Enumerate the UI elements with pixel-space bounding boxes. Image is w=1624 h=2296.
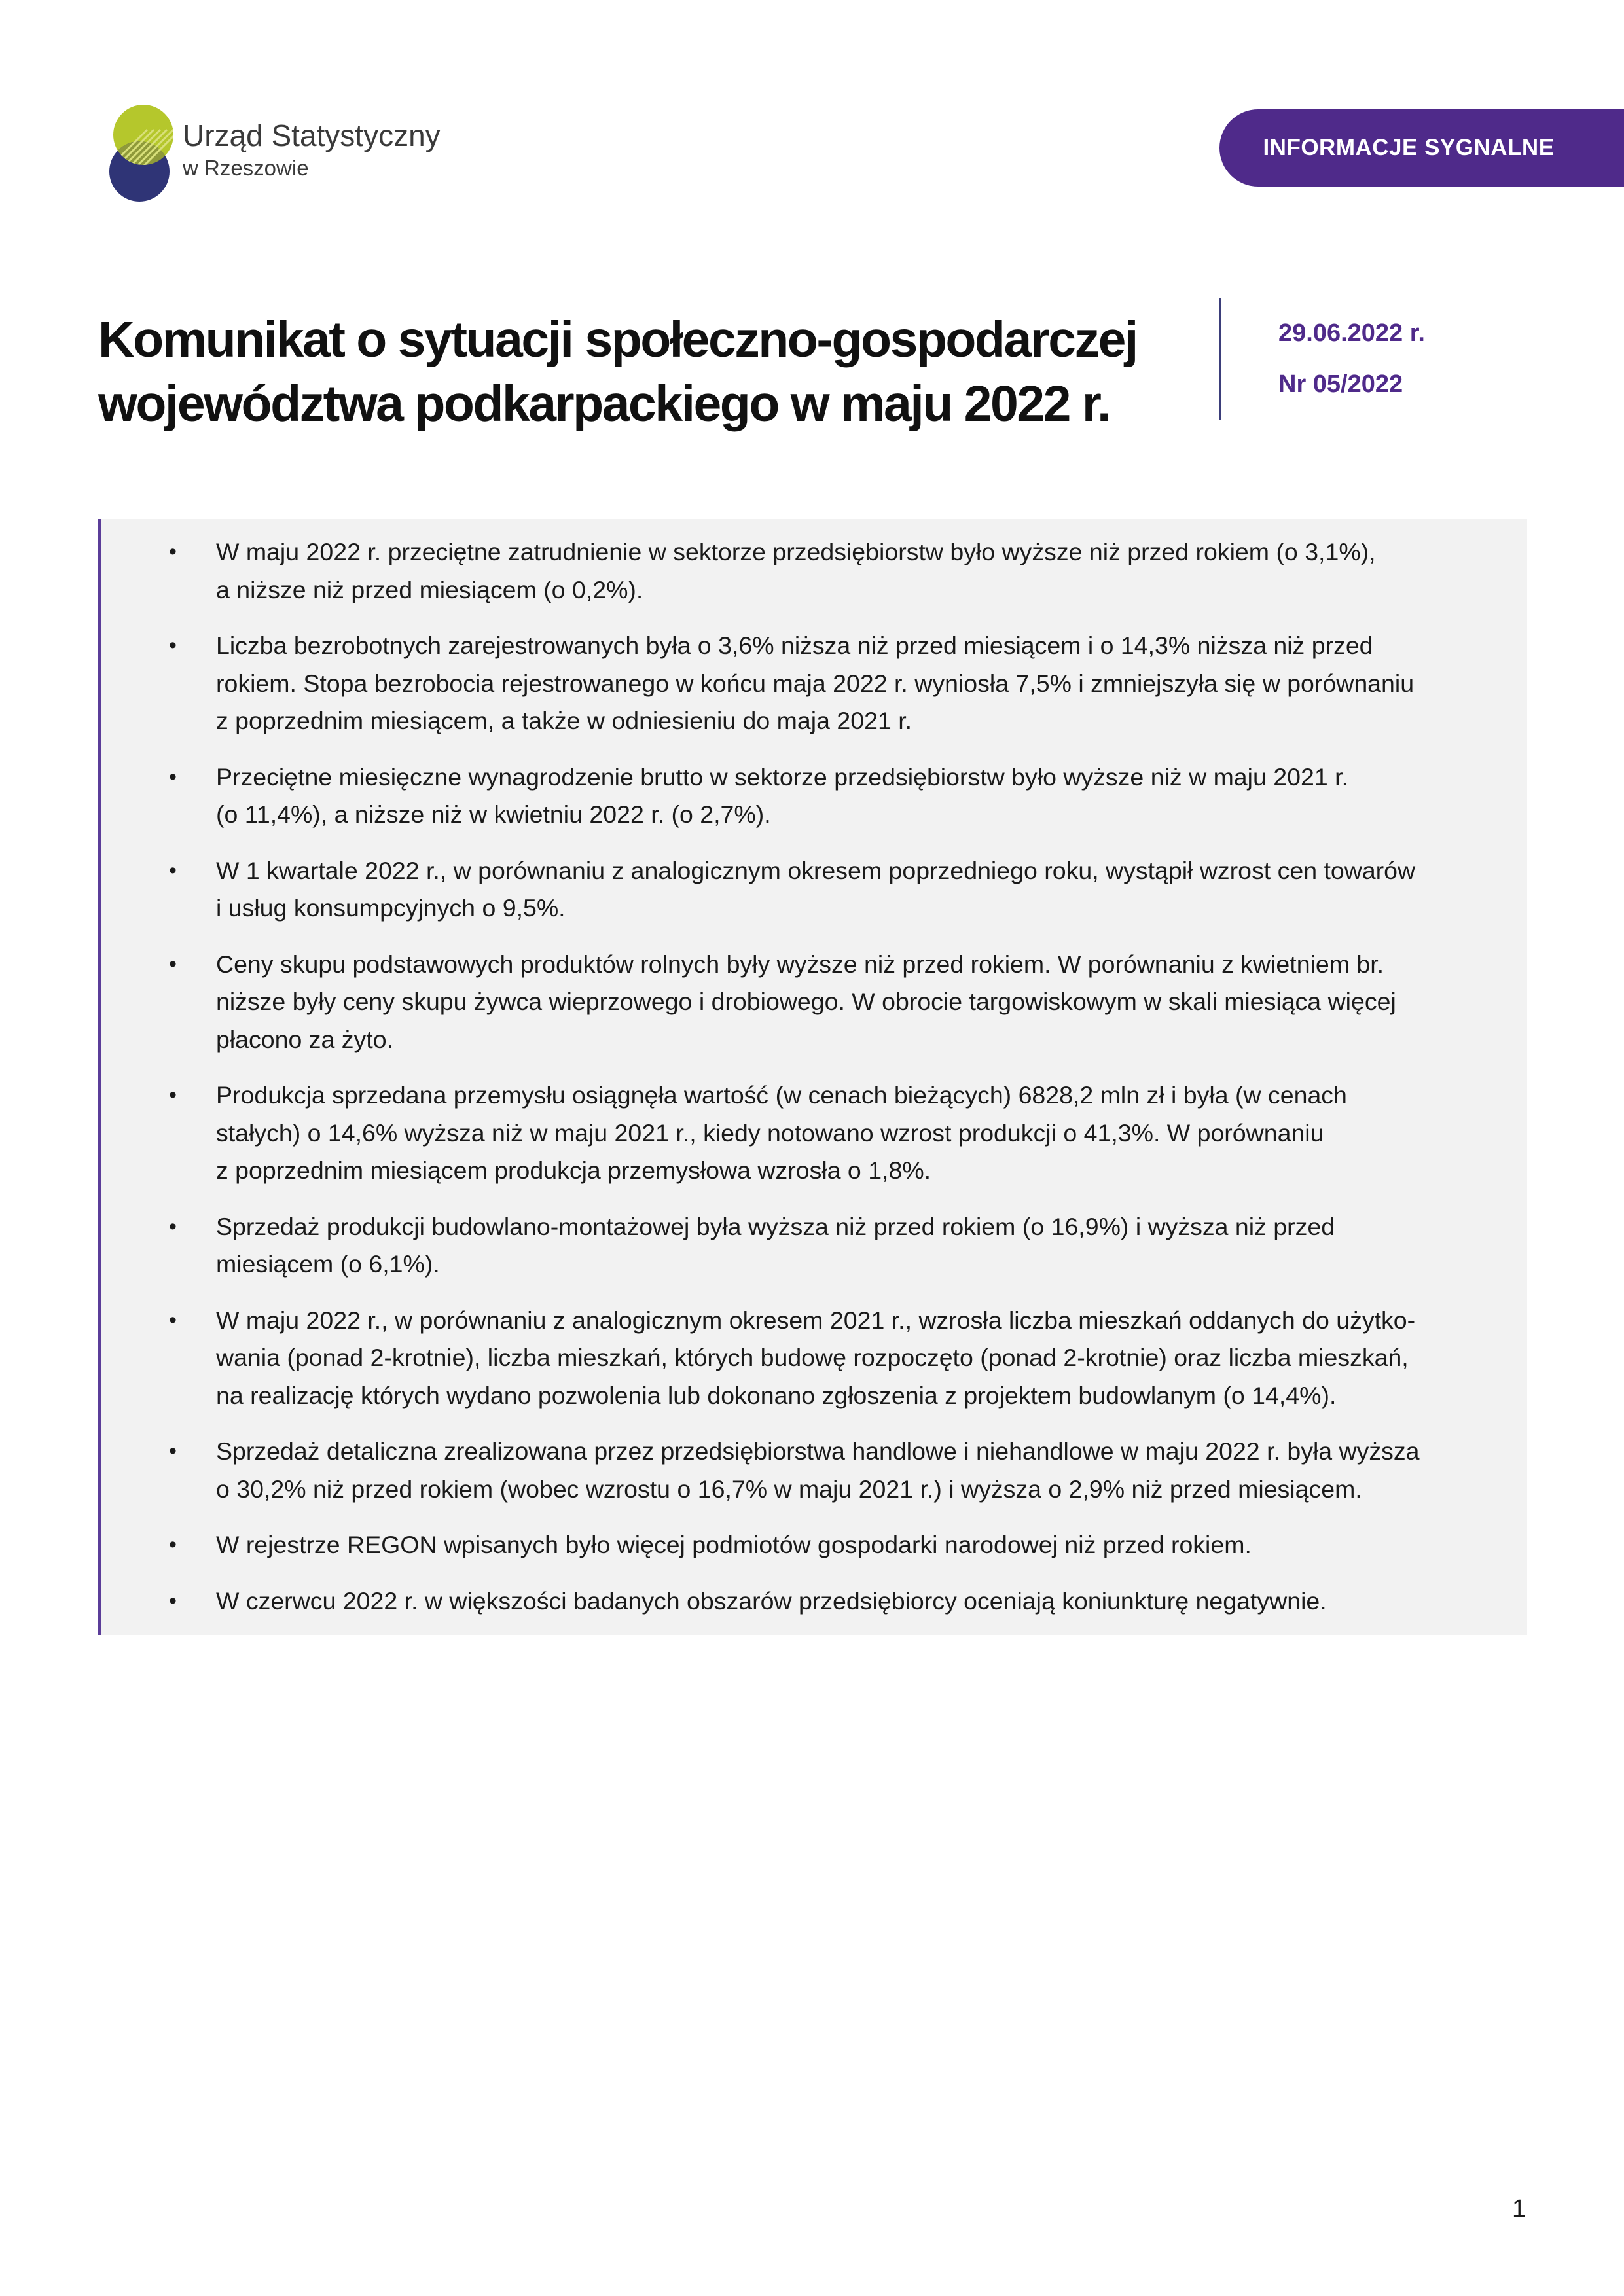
bullet-icon: • — [169, 539, 177, 564]
summary-list-item — [101, 852, 1527, 927]
summary-item-line: Sprzedaż produkcji budowlano-montażowej była wyższa niż przed rokiem (o 16,9%) i wyższa niż przed — [216, 1212, 1335, 1240]
summary-item-line: stałych) o 14,6% wyższa niż w maju 2021 r., kiedy notowano wzrost produkcji o 41,3%. W porównaniu — [216, 1119, 1324, 1147]
summary-list-item — [101, 1077, 1527, 1190]
summary-item-line: wania (ponad 2-krotnie), liczba mieszkań, których budowę rozpoczęto (ponad 2-krotnie) oraz liczba mieszkań, — [216, 1344, 1409, 1371]
bullet-icon: • — [169, 1439, 177, 1463]
summary-list-item — [101, 1583, 1527, 1621]
summary-item-line: rokiem. Stopa bezrobocia rejestrowanego w końcu maja 2022 r. wyniosła 7,5% i zmniejszyła się w porównaniu — [216, 669, 1415, 697]
summary-list-item — [101, 1302, 1527, 1415]
summary-item-line: Ceny skupu podstawowych produktów rolnych były wyższe niż przed rokiem. W porównaniu z kwietniem br. — [216, 950, 1384, 978]
summary-item-line: (o 11,4%), a niższe niż w kwietniu 2022 r. (o 2,7%). — [216, 800, 771, 828]
summary-item-line: W maju 2022 r. przeciętne zatrudnienie w sektorze przedsiębiorstw było wyższe niż przed rokiem (o 3,1%), — [216, 538, 1376, 565]
bullet-icon: • — [169, 1083, 177, 1107]
summary-item-line: Produkcja sprzedana przemysłu osiągnęła wartość (w cenach bieżących) 6828,2 mln zł i była (w cenach — [216, 1081, 1347, 1109]
summary-item-line: W czerwcu 2022 r. w większości badanych obszarów przedsiębiorcy oceniają koniunkturę negatywnie. — [216, 1587, 1327, 1615]
summary-list-item — [101, 1433, 1527, 1508]
bullet-icon: • — [169, 764, 177, 789]
summary-list — [101, 533, 1527, 1638]
summary-item-line: z poprzednim miesiącem, a także w odniesieniu do maja 2021 r. — [216, 707, 912, 734]
summary-item-line: W maju 2022 r., w porównaniu z analogicznym okresem 2021 r., wzrosła liczba mieszkań oddanych do użytko- — [216, 1306, 1416, 1334]
summary-item-line: W 1 kwartale 2022 r., w porównaniu z analogicznym okresem poprzedniego roku, wystąpił wzrost cen towarów — [216, 856, 1416, 884]
summary-item-line: z poprzednim miesiącem produkcja przemysłowa wzrosła o 1,8%. — [216, 1157, 931, 1184]
logo-subtitle: w Rzeszowie — [183, 156, 309, 180]
bullet-icon: • — [169, 1588, 177, 1613]
summary-item-line: o 30,2% niż przed rokiem (wobec wzrostu o 16,7% w maju 2021 r.) i wyższa o 2,9% niż przed miesiącem. — [216, 1475, 1362, 1503]
bullet-icon: • — [169, 1213, 177, 1239]
summary-item-line: a niższe niż przed miesiącem (o 0,2%). — [216, 575, 643, 603]
summary-list-item — [101, 759, 1527, 834]
summary-box — [98, 519, 1527, 1635]
institution-logo — [108, 103, 448, 202]
bullet-icon: • — [169, 633, 177, 658]
title-line-2: województwa podkarpackiego w maju 2022 r. — [98, 376, 1110, 432]
summary-item-line: Przeciętne miesięczne wynagrodzenie brutto w sektorze przedsiębiorstw było wyższe niż w maju 2021 r. — [216, 762, 1348, 791]
logo-title: Urząd Statystyczny — [183, 118, 441, 152]
publication-date: 29.06.2022 r. — [1278, 319, 1425, 347]
bullet-icon: • — [169, 1307, 177, 1333]
summary-item-line: i usług konsumpcyjnych o 9,5%. — [216, 894, 566, 922]
summary-item-line: Sprzedaż detaliczna zrealizowana przez przedsiębiorstwa handlowe i niehandlowe w maju 2022 r. była wyższa — [216, 1437, 1420, 1465]
summary-item-line: miesiącem (o 6,1%). — [216, 1250, 440, 1278]
page-title — [98, 308, 1178, 436]
bullet-icon: • — [169, 951, 177, 977]
summary-item-line: płacono za żyto. — [216, 1025, 393, 1053]
summary-list-item — [101, 1208, 1527, 1283]
bullet-icon: • — [169, 1532, 177, 1557]
publication-number: Nr 05/2022 — [1278, 370, 1403, 398]
informacje-sygnalne-badge: INFORMACJE SYGNALNE — [1219, 109, 1624, 187]
summary-item-line: niższe były ceny skupu żywca wieprzowego i drobiowego. W obrocie targowiskowym w skali miesiąca więcej — [216, 988, 1396, 1015]
title-divider — [1219, 298, 1221, 420]
page-number: 1 — [1512, 2195, 1526, 2223]
summary-list-item — [101, 533, 1527, 609]
title-line-1: Komunikat o sytuacji społeczno-gospodarczej — [98, 312, 1137, 368]
summary-item-line: W rejestrze REGON wpisanych było więcej podmiotów gospodarki narodowej niż przed rokiem. — [216, 1531, 1252, 1558]
summary-list-item — [101, 627, 1527, 740]
summary-item-line: Liczba bezrobotnych zarejestrowanych była o 3,6% niższa niż przed miesiącem i o 14,3% niższa niż przed — [216, 632, 1373, 659]
logo-mark-icon — [108, 103, 176, 202]
summary-item-line: na realizację których wydano pozwolenia lub dokonano zgłoszenia z projektem budowlanym (o 14,4%). — [216, 1381, 1337, 1409]
bullet-icon: • — [169, 857, 177, 883]
summary-list-item — [101, 1526, 1527, 1564]
summary-list-item — [101, 946, 1527, 1059]
